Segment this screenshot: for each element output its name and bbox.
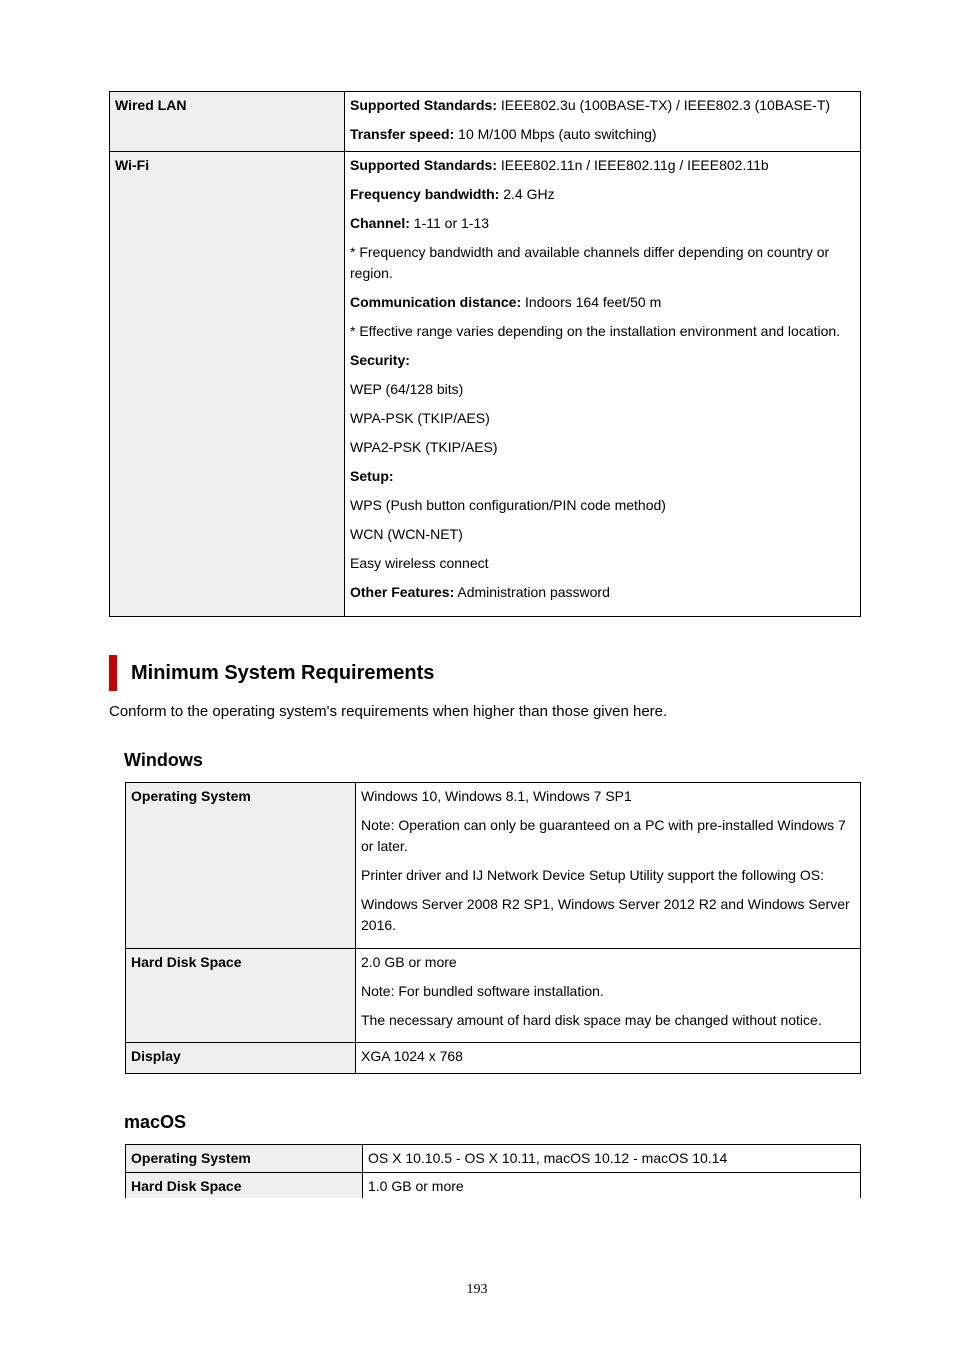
wifi-standards-value: IEEE802.11n / IEEE802.11g / IEEE802.11b	[497, 157, 769, 173]
distance-value: Indoors 164 feet/50 m	[521, 294, 662, 310]
frequency-label: Frequency bandwidth:	[350, 186, 500, 202]
table-row-wired-lan	[110, 92, 861, 152]
row-value-wifi	[345, 152, 861, 617]
os-line: Note: Operation can only be guaranteed on a PC with pre-installed Windows 7 or later.	[361, 817, 846, 854]
security-item: WPA-PSK (TKIP/AES)	[350, 410, 490, 426]
hdd-line: Note: For bundled software installation.	[361, 983, 604, 999]
os-line: Windows 10, Windows 8.1, Windows 7 SP1	[361, 788, 632, 804]
distance-note: * Effective range varies depending on the installation environment and location.	[350, 323, 841, 339]
macos-requirements-table	[125, 1144, 861, 1198]
windows-heading: Windows	[124, 750, 203, 770]
wifi-standards-label: Supported Standards:	[350, 157, 498, 173]
channel-label: Channel:	[350, 215, 410, 231]
os-line: Printer driver and IJ Network Device Setup Utility support the following OS:	[361, 867, 824, 883]
other-features-label: Other Features:	[350, 584, 455, 600]
security-item: WEP (64/128 bits)	[350, 381, 464, 397]
os-line: Windows Server 2008 R2 SP1, Windows Server 2012 R2 and Windows Server 2016.	[361, 896, 850, 933]
table-row-wifi	[110, 152, 861, 617]
table-row-hdd	[126, 1173, 861, 1199]
row-value-wired-lan	[345, 92, 861, 152]
row-value-hdd: 1.0 GB or more	[363, 1173, 861, 1199]
security-item: WPA2-PSK (TKIP/AES)	[350, 439, 498, 455]
setup-item: WPS (Push button configuration/PIN code method)	[350, 497, 666, 513]
row-label-hdd: Hard Disk Space	[126, 1173, 363, 1199]
row-value-os	[356, 783, 861, 949]
setup-item: WCN (WCN-NET)	[350, 526, 463, 542]
frequency-note: * Frequency bandwidth and available channels differ depending on country or region.	[350, 244, 830, 281]
other-features-value: Administration password	[454, 584, 610, 600]
row-label-hdd: Hard Disk Space	[126, 949, 356, 1043]
setup-label: Setup:	[350, 468, 394, 484]
row-label-os: Operating System	[126, 1145, 363, 1173]
security-label: Security:	[350, 352, 410, 368]
hdd-line: 2.0 GB or more	[361, 954, 457, 970]
hdd-line: The necessary amount of hard disk space may be changed without notice.	[361, 1012, 822, 1028]
row-label-wifi: Wi-Fi	[110, 152, 345, 617]
supported-standards-value: IEEE802.3u (100BASE-TX) / IEEE802.3 (10BASE-T)	[497, 97, 831, 113]
setup-item: Easy wireless connect	[350, 555, 489, 571]
section-title: Minimum System Requirements	[131, 662, 435, 684]
row-value-hdd	[356, 949, 861, 1043]
page-number: 193	[466, 1282, 488, 1297]
row-label-os: Operating System	[126, 783, 356, 949]
channel-value: 1-11 or 1-13	[409, 215, 490, 231]
table-row-display	[126, 1043, 861, 1074]
macos-heading: macOS	[124, 1112, 187, 1132]
row-label-wired-lan: Wired LAN	[110, 92, 345, 152]
row-label-display: Display	[126, 1043, 356, 1074]
windows-requirements-table	[125, 782, 861, 1074]
distance-label: Communication distance:	[350, 294, 522, 310]
row-value-display: XGA 1024 x 768	[356, 1043, 861, 1074]
row-value-os: OS X 10.10.5 - OS X 10.11, macOS 10.12 - macOS 10.14	[363, 1145, 861, 1173]
transfer-speed-label: Transfer speed:	[350, 126, 455, 142]
network-spec-table	[109, 91, 861, 617]
supported-standards-label: Supported Standards:	[350, 97, 498, 113]
table-row-hdd	[126, 949, 861, 1043]
table-row-os	[126, 1145, 861, 1173]
section-accent-bar	[109, 655, 117, 691]
transfer-speed-value: 10 M/100 Mbps (auto switching)	[454, 126, 657, 142]
table-row-os	[126, 783, 861, 949]
frequency-value: 2.4 GHz	[499, 186, 555, 202]
section-intro: Conform to the operating system's requirements when higher than those given here.	[109, 703, 668, 720]
